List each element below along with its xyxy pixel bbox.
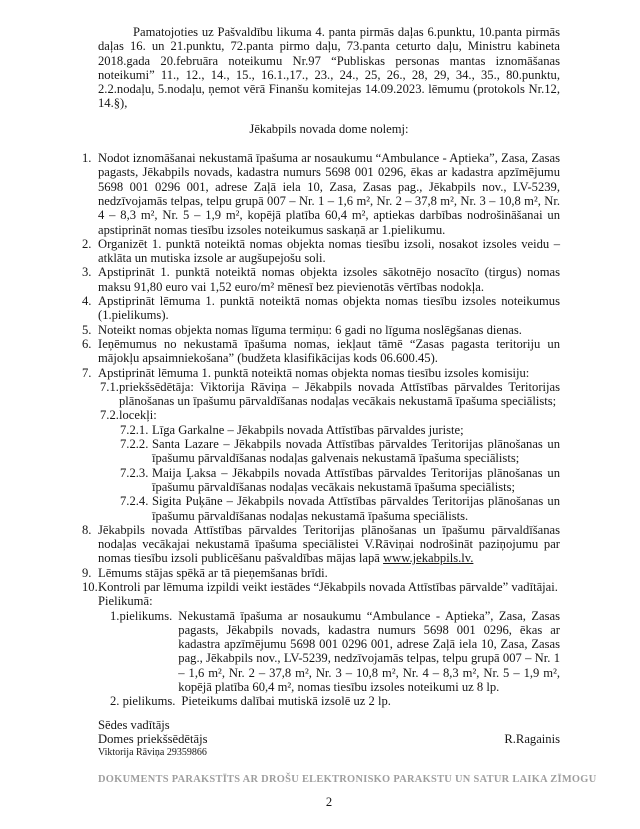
decision-item-7-2-1 (120, 423, 560, 437)
jekabpils-website-link[interactable]: www.jekabpils.lv. (383, 551, 474, 566)
decision-item-1 (82, 151, 560, 237)
item-text: Apstiprināt lēmuma 1. punktā noteiktā nomas objekta nomas tiesību izsoles noteikumus (1.pielikums). (98, 294, 560, 323)
attachments-label: Pielikumā: (98, 594, 153, 609)
item-text-before-link: Jēkabpils novada Attīstības pārvaldes Teritorijas plānošanas un īpašumu pārvaldīšanas nodaļas vecākajai nekustamā īpašuma speciālistei V.Rāviņai nodrošināt paziņojumu par nomas tiesību izsoli publicēšanu pašvaldības mājas lapā (98, 522, 560, 566)
page-number: 2 (325, 794, 333, 809)
item-number: 9. (82, 565, 92, 580)
item-number: 3. (82, 265, 92, 280)
item-text: Sigita Puķāne – Jēkabpils novada Attīstības pārvaldes Teritorijas plānošanas un īpašumu pārvaldīšanas nodaļas nekustamā īpašuma speciālists. (152, 494, 560, 523)
item-number: 7.2.3. (120, 465, 149, 480)
decision-item-9 (82, 566, 560, 580)
item-text: Organizēt 1. punktā noteiktā nomas objekta nomas tiesību izsoli, nosakot izsoles veidu – atklāta un mutiska izsole ar augšupejošu soli. (98, 236, 560, 266)
item-text (98, 523, 560, 566)
legal-basis-paragraph: Pamatojoties uz Pašvaldību likuma 4. panta pirmās daļas 6.punktu, 10.panta pirmās daļas 16. un 21.punktu, 72.panta pirmo daļu, 73.panta ceturto daļu, Ministru kabineta 2018.gada 20.februāra noteikumu Nr.97 “Publiskas personas mantas iznomāšanas noteikumi” 11., 12., 14., 15., 16.1.,17., 23., 24., 25, 26., 28, 29, 34., 35., 80.punktu, 2.2.nodaļu, 5.nodaļu, ņemot vērā Finanšu komitejas 14.09.2023. lēmumu (protokols Nr.12, 14.§), (98, 25, 560, 111)
decision-item-3 (82, 265, 560, 294)
chair-role-line: Sēdes vadītājs (98, 717, 170, 732)
signature-block (98, 718, 560, 760)
item-text: Noteikt nomas objekta nomas līguma termiņu: 6 gadi no līguma noslēgšanas dienas. (98, 322, 522, 337)
item-number: 7.2. (100, 408, 119, 423)
item-text: Līga Garkalne – Jēkabpils novada Attīstības pārvaldes juriste; (152, 422, 464, 437)
item-number: 8. (82, 522, 92, 537)
item-text: Ieņēmumus no nekustamā īpašuma nomas, iekļaut tāmē “Zasas pagasta teritoriju un mājokļu apsaimniekošana” (budžeta klasifikācijas kods 06.600.45). (98, 336, 560, 366)
attachment-item-1 (110, 609, 560, 695)
item-number: 1. (82, 151, 92, 166)
decision-item-4 (82, 294, 560, 323)
decision-heading: Jēkabpils novada dome nolemj: (249, 121, 409, 136)
item-number: 4. (82, 294, 92, 309)
item-text: Nodot iznomāšanai nekustamā īpašuma ar nosaukumu “Ambulance - Aptieka”, Zasa, Zasas pagasts, Jēkabpils novads, kadastra numurs 5698 001 0296, ēkas ar kadastra apzīmējumu 5698 001 0296 001, adrese Zaļā iela 10, Zasa, Zasas pag., Jēkabpils nov., LV-5239, nedzīvojamās telpas, telpu grupā 007 – Nr. 1 – 1,6 m², Nr. 2 – 37,8 m², Nr. 3 – 10,8 m², Nr. 4 – 8,3 m², Nr. 5 – 1,9 m², kopējā platība 60,4 m², aptiekas darbības nodrošināšanai un apstiprināt nomas tiesību izsoles noteikumus saskaņā ar 1.pielikumu. (98, 151, 560, 237)
item-text: Kontroli par lēmuma izpildi veikt iestādes “Jēkabpils novada Attīstības pārvalde” vadītājai. (98, 579, 558, 594)
attachment-item-2 (110, 694, 560, 708)
attachment-label: 1.pielikums. (110, 608, 173, 623)
item-text: locekļi: (119, 408, 157, 423)
item-number: 7. (82, 365, 92, 380)
chair-title: Domes priekšsēdētājs (98, 731, 208, 746)
item-text: priekšsēdētāja: Viktorija Rāviņa – Jēkabpils novada Attīstības pārvaldes Teritorijas plānošanas un īpašumu pārvaldīšanas nodaļas vecākais nekustamā īpašuma speciālists; (119, 379, 560, 409)
item-number: 6. (82, 336, 92, 351)
item-number: 5. (82, 322, 92, 337)
item-number: 7.2.4. (120, 494, 149, 509)
decision-item-7 (82, 366, 560, 380)
item-number: 7.2.1. (120, 422, 149, 437)
item-text: Santa Lazare – Jēkabpils novada Attīstības pārvaldes Teritorijas plānošanas un īpašumu pārvaldīšanas nodaļas galvenais nekustamā īpašuma speciālists; (152, 437, 560, 466)
decision-item-7-2-4 (120, 494, 560, 523)
decision-item-6 (82, 337, 560, 366)
decision-item-7-2-2 (120, 437, 560, 466)
attachment-text: Pieteikums dalībai mutiskā izsolē uz 2 lp. (181, 694, 391, 709)
decision-item-7-2 (100, 408, 560, 422)
item-number: 10. (82, 579, 98, 594)
decision-item-7-1 (100, 380, 560, 409)
attachments-section (98, 594, 560, 708)
attachment-text: Nekustamā īpašuma ar nosaukumu “Ambulance - Aptieka”, Zasa, Zasas pagasts, Jēkabpils novads, kadastra numurs 5698 001 0296, ēkas ar kadastra apzīmējumu 5698 001 0296 001, adrese Zaļā iela 10, Zasa, Zasas pag., Jēkabpils nov., LV-5239, nedzīvojamās telpas, telpu grupā 007 – Nr. 1 – 1,6 m², Nr. 2 – 37,8 m², Nr. 3 – 10,8 m², Nr. 4 – 8,3 m², Nr. 5 – 1,9 m², kopējā platība 60,4 m², nomas tiesību izsoles noteikumi uz 8 lp. (178, 608, 560, 695)
item-text: Lēmums stājas spēkā ar tā pieņemšanas brīdi. (98, 565, 328, 580)
item-number: 2. (82, 236, 92, 251)
decision-list (82, 151, 560, 594)
item-number: 7.1. (100, 379, 119, 394)
electronic-signature-stamp: DOKUMENTS PARAKSTĪTS AR DROŠU ELEKTRONISKO PARAKSTU UN SATUR LAIKA ZĪMOGU (98, 774, 597, 786)
decision-item-10 (82, 580, 560, 594)
decision-item-2 (82, 237, 560, 266)
attachment-label: 2. pielikums. (110, 694, 176, 709)
item-text: Maija Ļaksa – Jēkabpils novada Attīstības pārvaldes Teritorijas plānošanas un īpašumu pārvaldīšanas nodaļas vecākais nekustamā īpašuma speciālists; (152, 465, 560, 494)
item-text: Apstiprināt lēmuma 1. punktā noteiktā nomas objekta nomas tiesību izsoles komisiju: (98, 365, 530, 380)
signature-row (98, 732, 560, 746)
item-text: Apstiprināt 1. punktā noteiktā nomas objekta izsoles sākotnējo nosacīto (tirgus) nomas maksu 91,80 euro vai 1,52 euro/m² mēnesī bez pievienotās vērtības nodokļa. (98, 265, 560, 294)
signer-name: R.Ragainis (504, 731, 560, 746)
decision-item-7-2-3 (120, 466, 560, 495)
item-number: 7.2.2. (120, 437, 149, 452)
contact-person: Viktorija Rāviņa 29359866 (98, 747, 207, 759)
decision-item-5 (82, 323, 560, 337)
decision-item-8 (82, 523, 560, 566)
